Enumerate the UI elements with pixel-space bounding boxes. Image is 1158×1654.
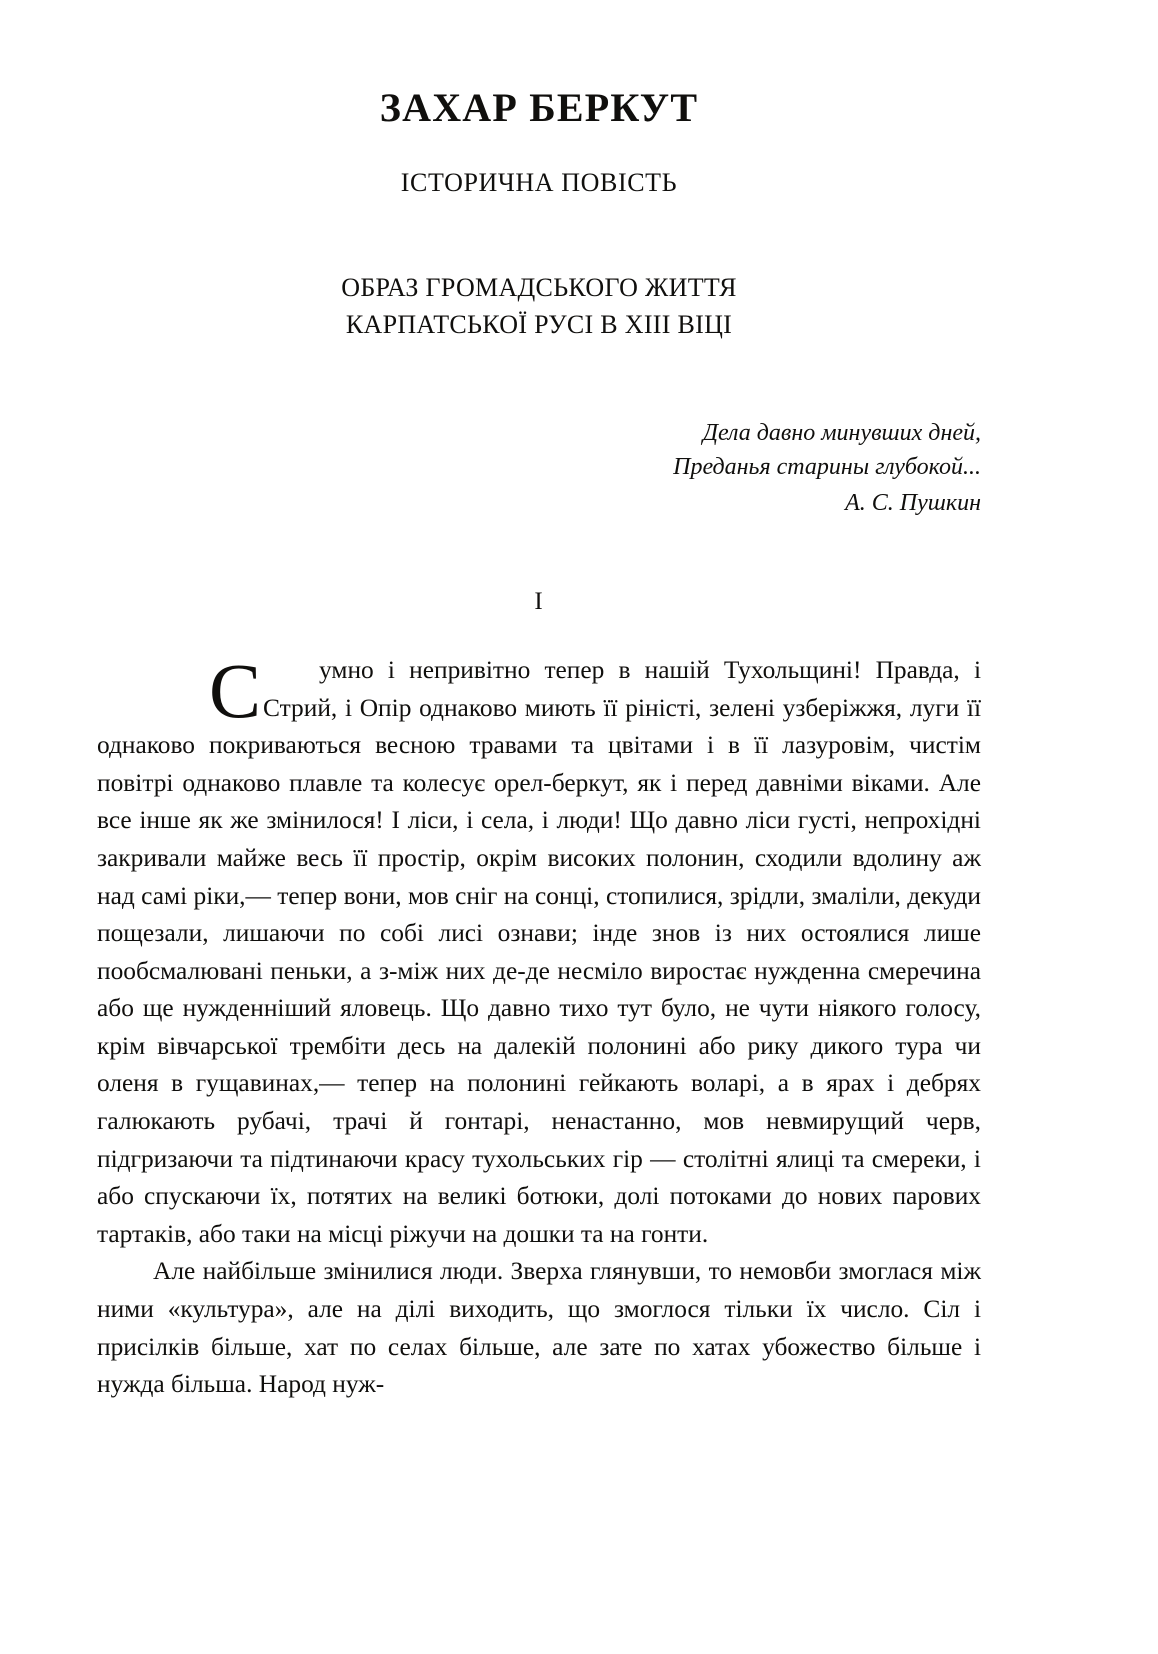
page-content-column xyxy=(97,0,981,1404)
paragraph-second: Але найбільше змінилися люди. Зверха глянувши, то немовби змоглася між ними «культура», але на ділі виходить, що змоглося тільки їх число. Сіл і присілків більше, хат по селах більше, але зате по хатах убожество більше і нужда більша. Народ нуж- xyxy=(97,1257,981,1399)
chapter-number: I xyxy=(534,587,544,615)
epigraph xyxy=(97,344,981,520)
epigraph-line-1: Дела давно минувших дней, xyxy=(702,419,981,446)
epigraph-attribution: А. С. Пушкин xyxy=(845,489,981,516)
paragraph-first-text: умно і непривітно тепер в нашій Тухольщині! Правда, і Стрий, і Опір однаково миють її ріністі, зелені узберіжжя, луги її однаково покриваються весною травами та цвітами і в її лазуровім, чистім повітрі однаково плавле та колесує орел-беркут, як і перед давніми віками. Але все інше як же змінилося! І ліси, і села, і люди! Що давно ліси густі, непрохідні закривали майже весь її простір, окрім високих полонин, сходили вдолину аж над самі ріки,— тепер вони, мов сніг на сонці, стопилися, зрідли, змаліли, декуди пощезали, лишаючи по собі лисі ознави; інде знов із них остоялися лише пообсмалювані пеньки, а з-між них де-де несміло виростає нужденна смеречина або ще нужденніший яловець. Що давно тихо тут було, не чути ніякого голосу, крім вівчарської трембіти десь на далекій полонині або рику дикого тура чи оленя в гущавинах,— тепер на полонині гейкають воларі, а в ярах і дебрях галюкають рубачі, трачі й гонтарі, ненастанно, мов невмирущий черв, підгризаючи та підтинаючи красу тухольських гір — столітні ялиці та смереки, і або спускаючи їх, потятих на великі ботюки, долі потоками до нових парових тартаків, або таки на місці ріжучи на дошки та на гонти. xyxy=(97,655,981,1248)
book-title: ЗАХАР БЕРКУТ xyxy=(379,85,699,130)
body-text xyxy=(97,616,981,1404)
drop-cap: С xyxy=(209,646,262,734)
descriptor-line-2: КАРПАТСЬКОЇ РУСІ В XIII ВІЦІ xyxy=(345,309,733,339)
book-descriptor xyxy=(97,198,981,344)
book-subtitle: ІСТОРИЧНА ПОВІСТЬ xyxy=(400,168,678,197)
paragraph-first xyxy=(97,646,981,1254)
epigraph-line-2: Преданья старины глубокой... xyxy=(673,453,981,480)
title-block xyxy=(97,0,981,198)
descriptor-line-1: ОБРАЗ ГРОМАДСЬКОГО ЖИТТЯ xyxy=(341,272,737,302)
